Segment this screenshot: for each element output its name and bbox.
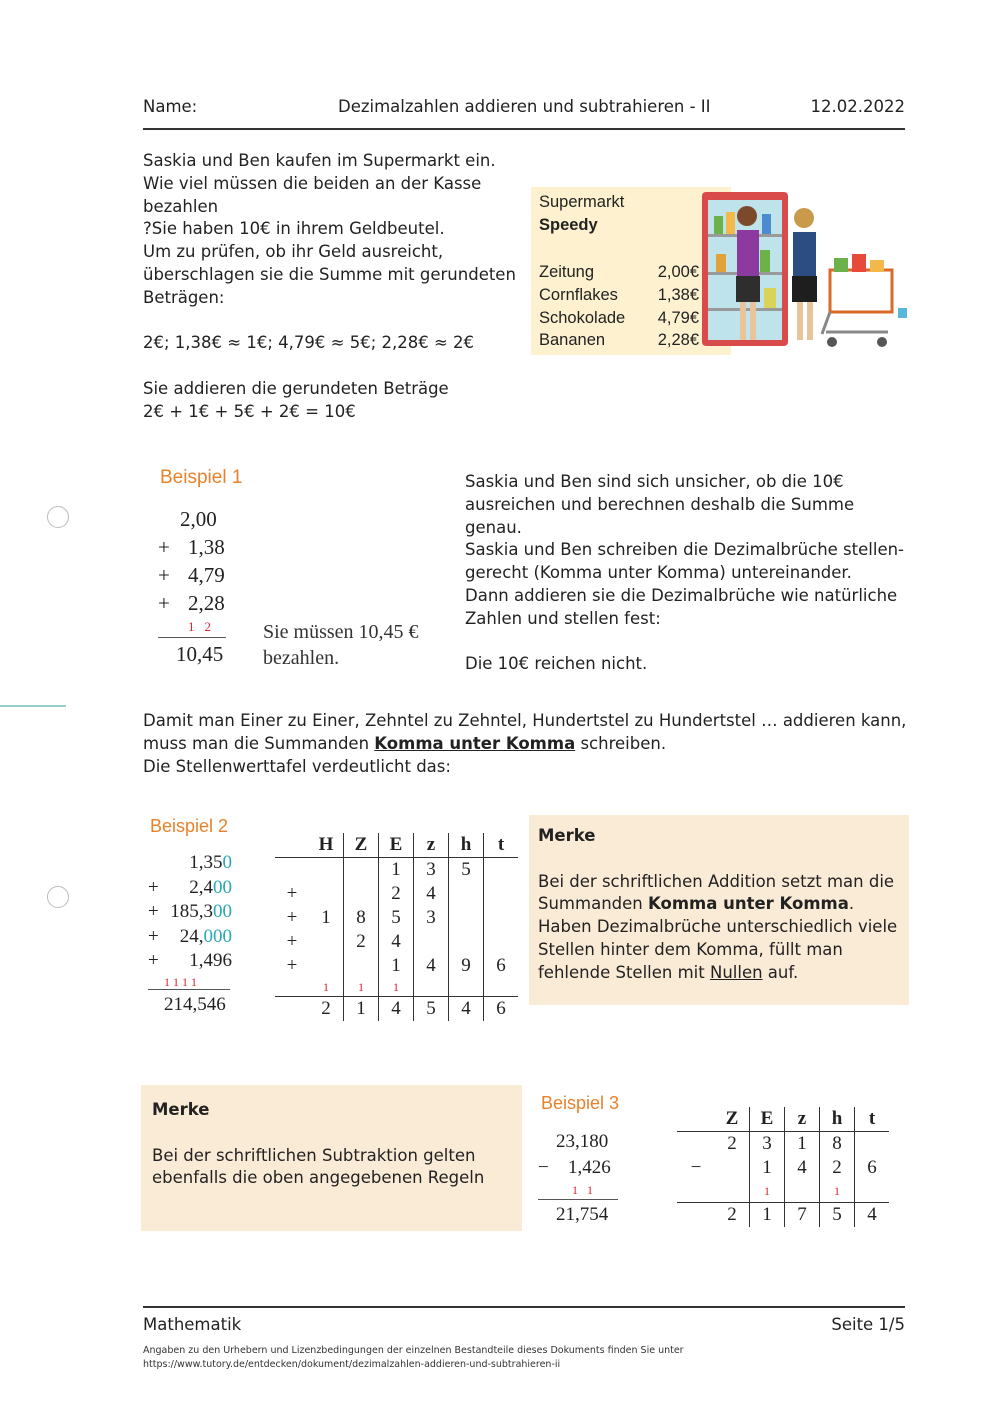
merke-text: fehlende Stellen mit [538, 962, 710, 982]
item-price: 1,38€ [657, 285, 699, 304]
rule-text: muss man die Summanden [143, 733, 375, 753]
calc-row [148, 926, 240, 951]
table-row [275, 930, 518, 954]
exp-line: gerecht (Komma unter Komma) untereinander. [465, 563, 852, 583]
intro-text [143, 150, 523, 424]
intro-line: ?Sie haben 10€ in ihrem Geldbeutel. [143, 219, 445, 239]
pad-zero: 00 [213, 876, 232, 898]
plus-sign: + [148, 876, 159, 898]
rule-line: Damit man Einer zu Einer, Zehntel zu Zehntel, Hundertstel zu Hundertstel … addieren kann, [143, 711, 907, 730]
product [764, 288, 776, 308]
table-cell: 4 [855, 1203, 890, 1228]
merke-line [538, 962, 909, 985]
cart-wheel [877, 337, 887, 347]
carry-row [677, 1180, 889, 1203]
license-url[interactable]: https://www.tutory.de/entdecken/dokument/dezimalzahlen-addieren-und-subtrahieren-ii [143, 1359, 561, 1370]
addend: 2,4 [189, 876, 213, 898]
calc-row [158, 507, 230, 535]
merke-text: auf. [762, 962, 799, 982]
carry [715, 1180, 750, 1203]
cart-basket [830, 270, 892, 312]
place-value-table-2 [275, 833, 518, 1021]
column-header: z [785, 1107, 820, 1132]
exp-line: Saskia und Ben sind sich unsicher, ob die 10€ [465, 472, 844, 491]
intro-line: überschlagen sie die Summe mit gerundeten [143, 264, 516, 284]
table-cell [449, 882, 484, 906]
table-cell: 5 [414, 997, 449, 1022]
license-text: Angaben zu den Urhebern und Lizenzbedingungen der einzelnen Bestandteile dieses Dokuments finden Sie unter [143, 1345, 684, 1356]
beispiel-2-calc [148, 852, 240, 1016]
table-cell [275, 858, 309, 883]
carry: 1 [188, 619, 195, 634]
table-cell [677, 1132, 715, 1157]
calc-row [158, 535, 230, 563]
beispiel-2-title: Beispiel 2 [150, 816, 229, 836]
exp-line: Dann addieren sie die Dezimalbrüche wie natürliche [465, 585, 898, 605]
footer-page-number: Seite 1/5 [831, 1315, 905, 1334]
carry [484, 978, 519, 997]
table-cell: 9 [449, 954, 484, 978]
carry [275, 978, 309, 997]
table-cell [855, 1132, 890, 1157]
exp-line: Zahlen und stellen fest: [465, 608, 661, 628]
footer-license [143, 1344, 684, 1372]
product [716, 254, 726, 272]
woman-body [737, 230, 759, 276]
table-cell: − [690, 1157, 702, 1178]
supermarket-illustration [702, 186, 907, 352]
rounding-line: 2€; 1,38€ ≈ 1€; 4,79€ ≈ 5€; 2,28€ ≈ 2€ [143, 333, 475, 353]
table-cell [715, 1156, 750, 1180]
table-cell [677, 1107, 715, 1132]
shop-name-bold: Speedy [539, 215, 598, 234]
addend: 24, [179, 925, 204, 947]
carry [449, 978, 484, 997]
carry: 1 [750, 1180, 785, 1203]
table-cell [449, 906, 484, 930]
table-cell [344, 858, 379, 883]
intro-line: Wie viel müssen die beiden an der Kasse [143, 173, 482, 193]
beispiel-3-calc [538, 1131, 622, 1226]
page-title: Dezimalzahlen addieren und subtrahieren - II [338, 97, 711, 116]
table-cell: 4 [414, 954, 449, 978]
carry: 1 [323, 979, 329, 994]
cart-wheel [827, 337, 837, 347]
result: 214,546 [164, 993, 226, 1015]
addend: 4,79 [188, 563, 225, 587]
table-cell [344, 882, 379, 906]
shelf-edge [898, 308, 907, 318]
woman2-head [794, 208, 814, 228]
addend: 1,35 [189, 852, 223, 873]
merke-title: Merke [538, 826, 596, 845]
pad-zero: 00 [213, 901, 232, 922]
calc-row [538, 1157, 622, 1183]
punch-hole-top [47, 506, 69, 528]
item-price: 2,28€ [657, 331, 699, 350]
date: 12.02.2022 [810, 97, 905, 116]
exp-line: ausreichen und berechnen deshalb die Summe [465, 494, 855, 514]
calc-row [148, 852, 240, 877]
beispiel-3-title: Beispiel 3 [541, 1093, 620, 1113]
sum-intro: Sie addieren die gerundeten Beträge [143, 378, 449, 398]
addend: 185,3 [170, 901, 213, 922]
column-header: E [379, 833, 414, 858]
table-cell: 2 [820, 1156, 855, 1180]
exp-line: Saskia und Ben schreiben die Dezimalbrüche stellen- [465, 540, 905, 560]
table-cell [309, 954, 344, 978]
pad-zero: 0 [222, 852, 232, 873]
result: 10,45 [176, 642, 224, 666]
plus-sign: + [158, 563, 170, 587]
table-cell: 4 [379, 930, 414, 954]
table-cell [414, 930, 449, 954]
table-cell: 6 [484, 997, 519, 1022]
table-cell: 4 [379, 997, 414, 1022]
product [762, 214, 771, 234]
addend: 2,28 [188, 591, 225, 615]
table-cell: 6 [484, 954, 519, 978]
result-row [677, 1203, 889, 1228]
table-cell: 1 [750, 1156, 785, 1180]
sum-line: 2€ + 1€ + 5€ + 2€ = 10€ [143, 401, 356, 421]
price-row [539, 307, 699, 330]
table-cell: 4 [449, 997, 484, 1022]
carry [414, 978, 449, 997]
calc-row [148, 877, 240, 902]
merke-bold: Komma unter Komma [647, 894, 849, 914]
item-name: Schokolade [539, 308, 626, 327]
beispiel-1-title: Beispiel 1 [160, 467, 243, 488]
addend: 2,00 [180, 507, 217, 531]
exp-line: genau. [465, 517, 522, 537]
merke-underline: Nullen [709, 962, 763, 982]
table-cell: 1 [750, 1203, 785, 1228]
item-name: Cornflakes [539, 285, 618, 304]
carry [785, 1180, 820, 1203]
cart-item [834, 258, 848, 272]
table-cell: 6 [855, 1156, 890, 1180]
table-cell: + [286, 955, 298, 976]
plus-sign: + [158, 591, 170, 615]
plus-sign: + [148, 925, 159, 947]
item-name: Bananen [539, 331, 606, 350]
rule-paragraph [143, 710, 913, 778]
merke-line: ebenfalls die oben angegebenen Regeln [152, 1168, 485, 1188]
price-list [531, 187, 731, 355]
woman2-leg [807, 302, 813, 340]
table-row [275, 906, 518, 930]
intro-line: Saskia und Ben kaufen im Supermarkt ein. [143, 151, 496, 170]
pad-zero: 000 [203, 925, 232, 947]
merke-line: Bei der schriftlichen Subtraktion gelten [152, 1145, 476, 1165]
table-cell: 2 [309, 997, 344, 1022]
item-price: 2,00€ [657, 263, 699, 281]
cart-item [852, 254, 866, 272]
calc-row [158, 563, 230, 591]
woman2-skirt [792, 276, 817, 302]
woman2-body [793, 232, 816, 276]
carry [677, 1180, 715, 1203]
table-cell: 2 [727, 1133, 737, 1154]
table-cell: 2 [715, 1203, 750, 1228]
column-header: z [414, 833, 449, 858]
carry-row: 1 1 1 1 [164, 974, 197, 989]
addend: 1,496 [189, 950, 232, 971]
plus-sign [148, 852, 166, 877]
fold-mark [0, 705, 66, 707]
table-cell: 2 [344, 930, 379, 954]
table-cell: 1 [379, 954, 414, 978]
table-cell: + [286, 931, 298, 952]
table-cell: 3 [414, 858, 449, 883]
result-rule [538, 1199, 618, 1200]
table-cell: 1 [344, 997, 379, 1022]
price-row [539, 329, 699, 352]
table-cell [275, 997, 309, 1022]
table-cell [344, 954, 379, 978]
plus-sign: + [148, 950, 159, 971]
table-cell [449, 930, 484, 954]
carry-row: 1 1 [572, 1183, 593, 1197]
addend: 1,38 [188, 535, 225, 559]
table-cell [677, 1203, 715, 1228]
table-cell: 1 [379, 858, 414, 883]
product [726, 212, 735, 234]
result-row [275, 997, 518, 1022]
footer-rule [143, 1306, 905, 1308]
merke-line [538, 893, 909, 916]
table-cell: + [286, 883, 298, 904]
calc-row [538, 1131, 622, 1157]
exp-conclusion: Die 10€ reichen nicht. [465, 654, 648, 674]
table-row [275, 882, 518, 906]
column-header: t [484, 833, 519, 858]
table-cell [484, 858, 519, 883]
calc-row [148, 901, 240, 926]
item-price: 4,79€ [657, 308, 699, 327]
column-header: h [449, 833, 484, 858]
rule-emphasis: Komma unter Komma [374, 733, 576, 753]
column-header: H [309, 833, 344, 858]
table-cell: 8 [344, 906, 379, 930]
column-header: E [750, 1107, 785, 1132]
product [714, 216, 723, 234]
price-row [539, 261, 699, 284]
woman2-leg [797, 302, 803, 340]
woman-leg [740, 302, 746, 340]
minuend: 23,180 [556, 1131, 609, 1152]
table-cell: 1 [785, 1132, 820, 1157]
item-name: Zeitung [539, 263, 595, 281]
carry: 1 [820, 1180, 855, 1203]
shop-name: Supermarkt [539, 193, 625, 211]
name-label: Name: [143, 97, 198, 116]
carry-row [275, 978, 518, 997]
merke-text: . [848, 894, 855, 914]
merke-line: Bei der schriftlichen Addition setzt man die [538, 871, 895, 891]
merke-text: Summanden [538, 894, 648, 914]
table-header-row [275, 833, 518, 858]
subtrahend: 1,426 [568, 1157, 611, 1178]
intro-line: Beträgen: [143, 287, 225, 307]
table-cell [309, 930, 344, 954]
table-row [677, 1132, 889, 1157]
rule-line [143, 733, 913, 756]
table-cell [309, 858, 344, 883]
intro-line: bezahlen [143, 196, 219, 216]
table-cell [275, 833, 309, 858]
column-header: Z [344, 833, 379, 858]
table-row [275, 858, 518, 883]
minus-sign: − [538, 1157, 549, 1178]
note-line: bezahlen. [263, 647, 340, 669]
carry: 1 [379, 978, 414, 997]
table-cell: 7 [785, 1203, 820, 1228]
carry: 1 [344, 978, 379, 997]
merke-line: Haben Dezimalbrüche unterschiedlich viele [538, 917, 898, 937]
rule-text: schreiben. [575, 733, 667, 753]
table-cell [484, 930, 519, 954]
table-cell: 3 [414, 906, 449, 930]
column-header: t [855, 1107, 890, 1132]
price-row [539, 284, 699, 307]
table-cell: 4 [785, 1156, 820, 1180]
carry-row [158, 619, 230, 637]
column-header: Z [715, 1107, 750, 1132]
woman-head [737, 206, 757, 226]
calc-row [148, 950, 240, 975]
table-cell: 5 [379, 906, 414, 930]
table-cell: 5 [449, 858, 484, 883]
plus-sign: + [158, 535, 170, 559]
table-cell: 4 [414, 882, 449, 906]
table-row [677, 1156, 889, 1180]
table-cell: 3 [750, 1132, 785, 1157]
place-value-table-3 [677, 1107, 889, 1227]
table-row [275, 954, 518, 978]
result: 21,754 [556, 1204, 609, 1225]
table-cell: 1 [321, 907, 331, 928]
table-header-row [677, 1107, 889, 1132]
column-header: h [820, 1107, 855, 1132]
table-cell [309, 882, 344, 906]
carry [855, 1180, 890, 1203]
cart-item [870, 260, 884, 272]
product [760, 250, 770, 272]
table-cell [484, 882, 519, 906]
punch-hole-bottom [47, 886, 69, 908]
woman-legs [736, 276, 760, 302]
merke-line: Stellen hinter dem Komma, füllt man [538, 939, 843, 959]
merke-title: Merke [152, 1100, 210, 1119]
table-cell: + [286, 907, 298, 928]
table-cell [484, 906, 519, 930]
woman-leg [750, 302, 756, 340]
merke-box-addition [529, 815, 909, 1005]
header-rule [143, 128, 905, 130]
merke-box-subtraction [141, 1085, 522, 1231]
result-rule [158, 637, 226, 638]
beispiel-1-note [263, 619, 419, 671]
explanation-1 [465, 471, 905, 676]
table-cell: 2 [379, 882, 414, 906]
beispiel-1-calc [158, 507, 230, 667]
table-cell: 5 [820, 1203, 855, 1228]
intro-line: Um zu prüfen, ob ihr Geld ausreicht, [143, 242, 444, 262]
calc-row [158, 591, 230, 619]
plus-sign: + [148, 901, 159, 922]
footer-subject: Mathematik [143, 1315, 242, 1334]
rule-line: Die Stellenwerttafel verdeutlicht das: [143, 756, 451, 776]
carry: 2 [204, 619, 211, 634]
table-cell: 8 [820, 1132, 855, 1157]
note-line: Sie müssen 10,45 € [263, 621, 419, 643]
